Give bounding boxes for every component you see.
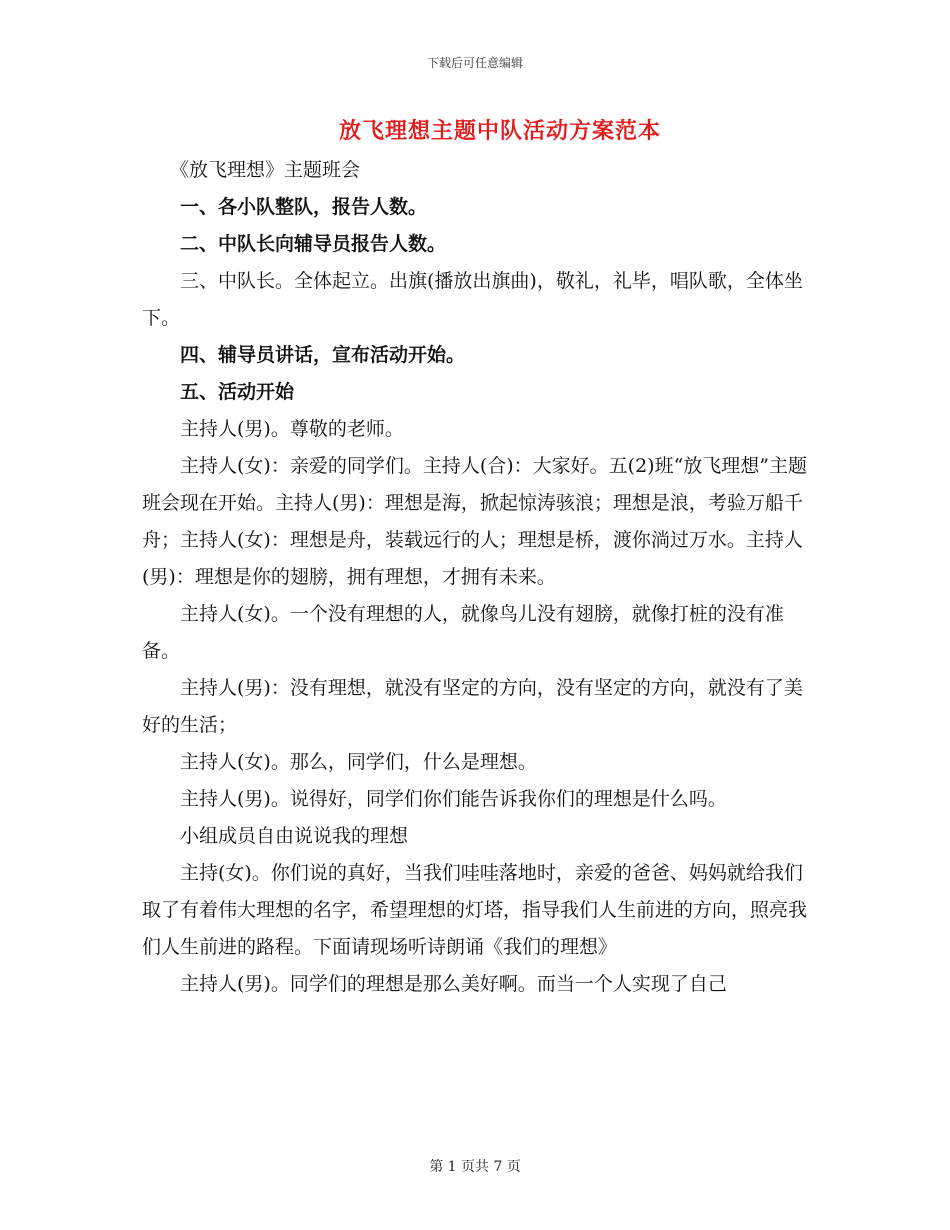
body-paragraph: 主持人(男)：没有理想，就没有坚定的方向，没有坚定的方向，就没有了美好的生活； bbox=[142, 677, 803, 736]
body-paragraph: 主持人(男)。说得好，同学们你们能告诉我你们的理想是什么吗。 bbox=[180, 788, 727, 810]
body-paragraph: 主持人(女)。一个没有理想的人，就像鸟儿没有翅膀，就像打桩的没有准备。 bbox=[142, 603, 784, 662]
body-paragraph: 主持人(女)：亲爱的同学们。主持人(合)：大家好。五(2)班“放飞理想”主题班会现在开始。主持人(男)：理想是海，掀起惊涛骇浪；理想是浪，考验万船千舟；主持人(女)：理想是舟，装载远行的人；理想是桥，渡你淌过万水。主持人(男)：理想是你的翅膀，拥有理想，才拥有未来。 bbox=[142, 455, 807, 588]
body-paragraph: 主持人(女)。那么，同学们，什么是理想。 bbox=[180, 751, 537, 773]
page-header: 下载后可任意编辑 bbox=[426, 56, 523, 70]
body-paragraph: 小组成员自由说说我的理想 bbox=[180, 825, 409, 847]
document-title: 放飞理想主题中队活动方案范本 bbox=[338, 118, 661, 144]
body-paragraph: 三、中队长。全体起立。出旗(播放出旗曲)，敬礼，礼毕，唱队歌，全体坐下。 bbox=[142, 270, 803, 329]
section-heading: 一、各小队整队，报告人数。 bbox=[180, 196, 428, 218]
section-heading: 二、中队长向辅导员报告人数。 bbox=[180, 233, 447, 255]
body-paragraph: 主持(女)。你们说的真好，当我们哇哇落地时，亲爱的爸爸、妈妈就给我们取了有着伟大理想的名字，希望理想的灯塔，指导我们人生前进的方向，照亮我们人生前进的路程。下面请现场听诗朗诵《我们的理想》 bbox=[142, 862, 808, 958]
body-paragraph: 主持人(男)。尊敬的老师。 bbox=[180, 418, 404, 440]
section-heading: 四、辅导员讲话，宣布活动开始。 bbox=[180, 344, 466, 366]
body-paragraph: 主持人(男)。同学们的理想是那么美好啊。而当一个人实现了自己 bbox=[180, 973, 727, 995]
page-footer: 第 1 页共 7 页 bbox=[429, 1159, 521, 1175]
section-heading: 五、活动开始 bbox=[180, 381, 295, 403]
document-body bbox=[142, 152, 812, 1003]
document-subtitle: 《放飞理想》主题班会 bbox=[170, 159, 361, 181]
